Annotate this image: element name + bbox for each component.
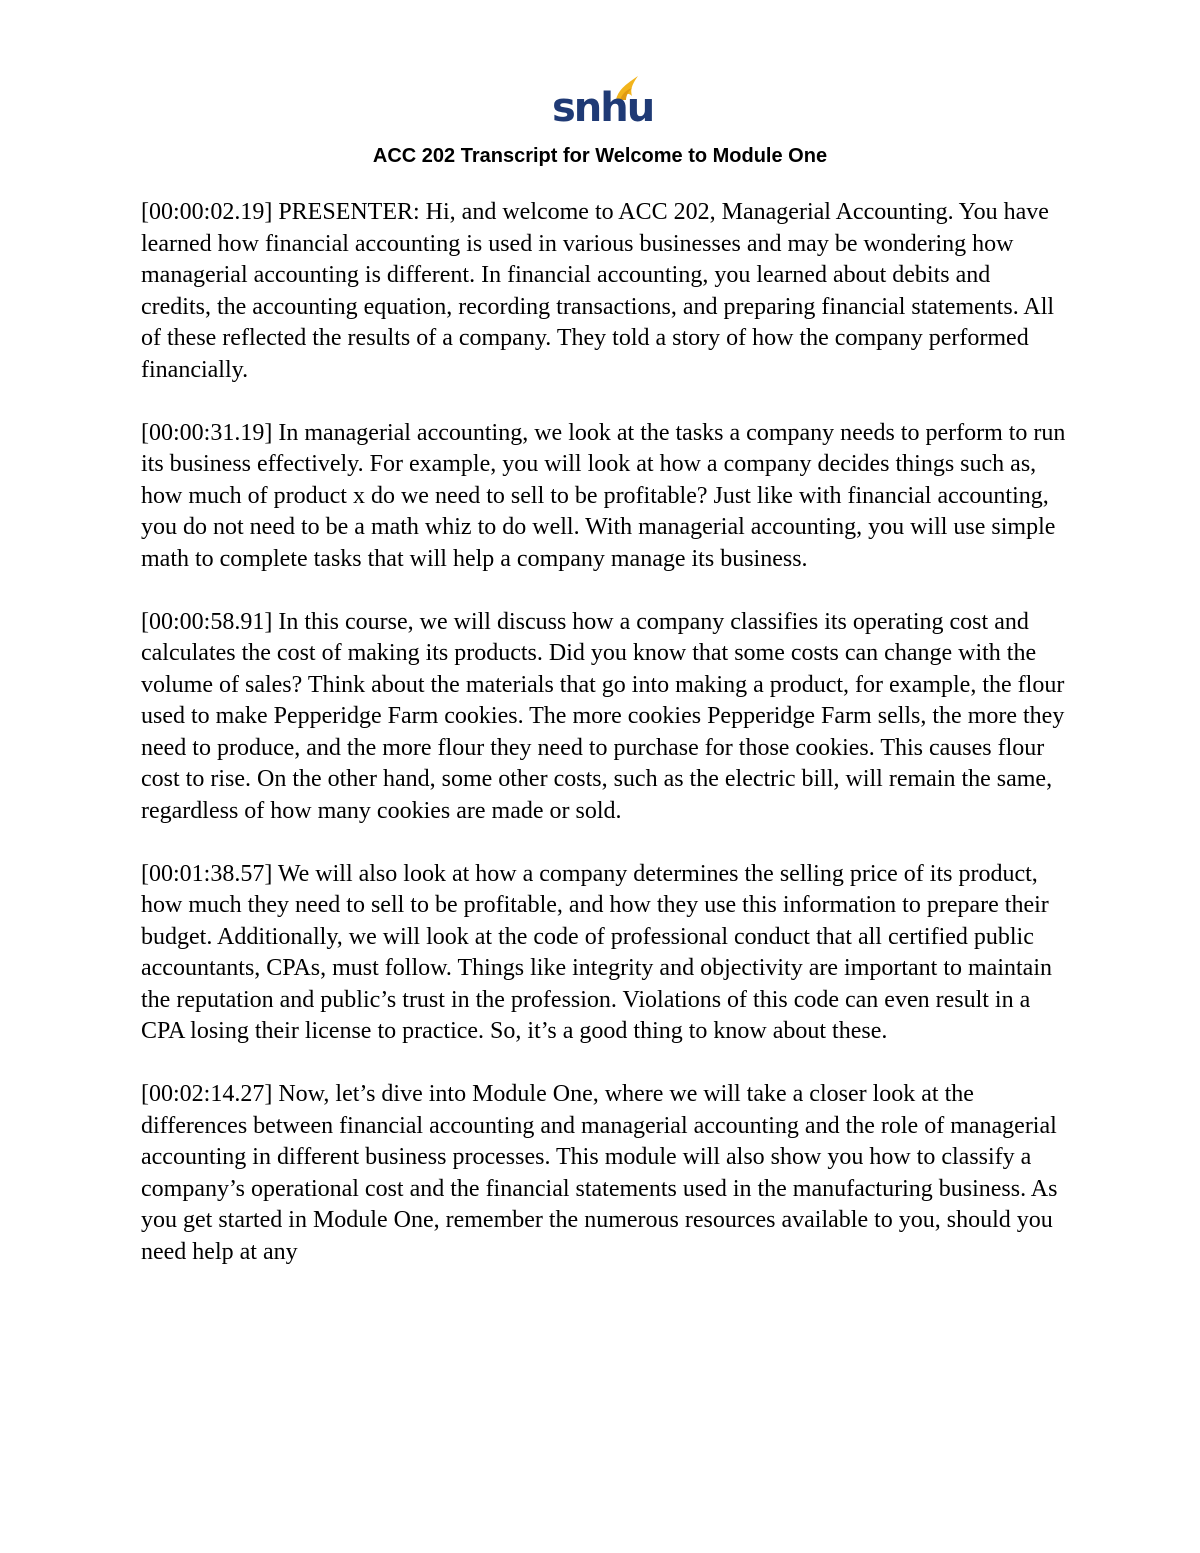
paragraph-text: In this course, we will discuss how a company classifies its operating cost and calculates the cost of making its products. Did you know that some costs can change with the volume of sales? Think about the materials that go into making a product, for example, the flour used to make Pepperidge Farm cookies. The more cookies Pepperidge Farm sells, the more they need to produce, and the more flour they need to purchase for those cookies. This causes flour cost to rise. On the other hand, some other costs, such as the electric bill, will remain the same, regardless of how many cookies are made or sold. xyxy=(141,608,1065,824)
paragraph-text: Now, let’s dive into Module One, where we will take a closer look at the differences between financial accounting and managerial accounting and the role of managerial accounting in different business processes. This module will also show you how to classify a company’s operational cost and the financial statements used in the manufacturing business. As you get started in Module One, remember the numerous resources available to you, should you need help at any xyxy=(141,1081,1058,1265)
transcript-paragraph xyxy=(141,859,1066,1048)
paragraph-text: We will also look at how a company determines the selling price of its product, how much they need to sell to be profitable, and how they use this information to prepare their budget. Additionally, we will look at the code of professional conduct that all certified public accountants, CPAs, must follow. Things like integrity and objectivity are important to maintain the reputation and public’s trust in the profession. Violations of this code can even result in a CPA losing their license to practice. So, it’s a good thing to know about these. xyxy=(141,860,1052,1044)
timestamp: [00:00:58.91] xyxy=(141,608,273,635)
timestamp: [00:00:31.19] xyxy=(141,419,273,446)
transcript-paragraph xyxy=(141,1079,1066,1268)
transcript-paragraph xyxy=(141,607,1066,828)
snhu-logo xyxy=(552,74,654,134)
transcript-paragraph xyxy=(141,197,1066,386)
paragraph-text: PRESENTER: Hi, and welcome to ACC 202, Managerial Accounting. You have learned how financial accounting is used in various businesses and may be wondering how managerial accounting is different. In financial accounting, you learned about debits and credits, the accounting equation, recording transactions, and preparing financial statements. All of these reflected the results of a company. They told a story of how the company performed financially. xyxy=(141,199,1055,383)
timestamp: [00:01:38.57] xyxy=(141,860,273,887)
transcript-body xyxy=(141,197,1066,1300)
paragraph-text: In managerial accounting, we look at the tasks a company needs to perform to run its business effectively. For example, you will look at how a company decides things such as, how much of product x do we need to sell to be profitable? Just like with financial accounting, you do not need to be a math whiz to do well. With managerial accounting, you will use simple math to complete tasks that will help a company manage its business. xyxy=(141,419,1066,572)
timestamp: [00:02:14.27] xyxy=(141,1081,273,1107)
timestamp: [00:00:02.19] xyxy=(141,199,273,225)
transcript-paragraph xyxy=(141,418,1066,576)
document-title: ACC 202 Transcript for Welcome to Module One xyxy=(372,145,828,167)
logo-text: snhu xyxy=(552,85,654,131)
